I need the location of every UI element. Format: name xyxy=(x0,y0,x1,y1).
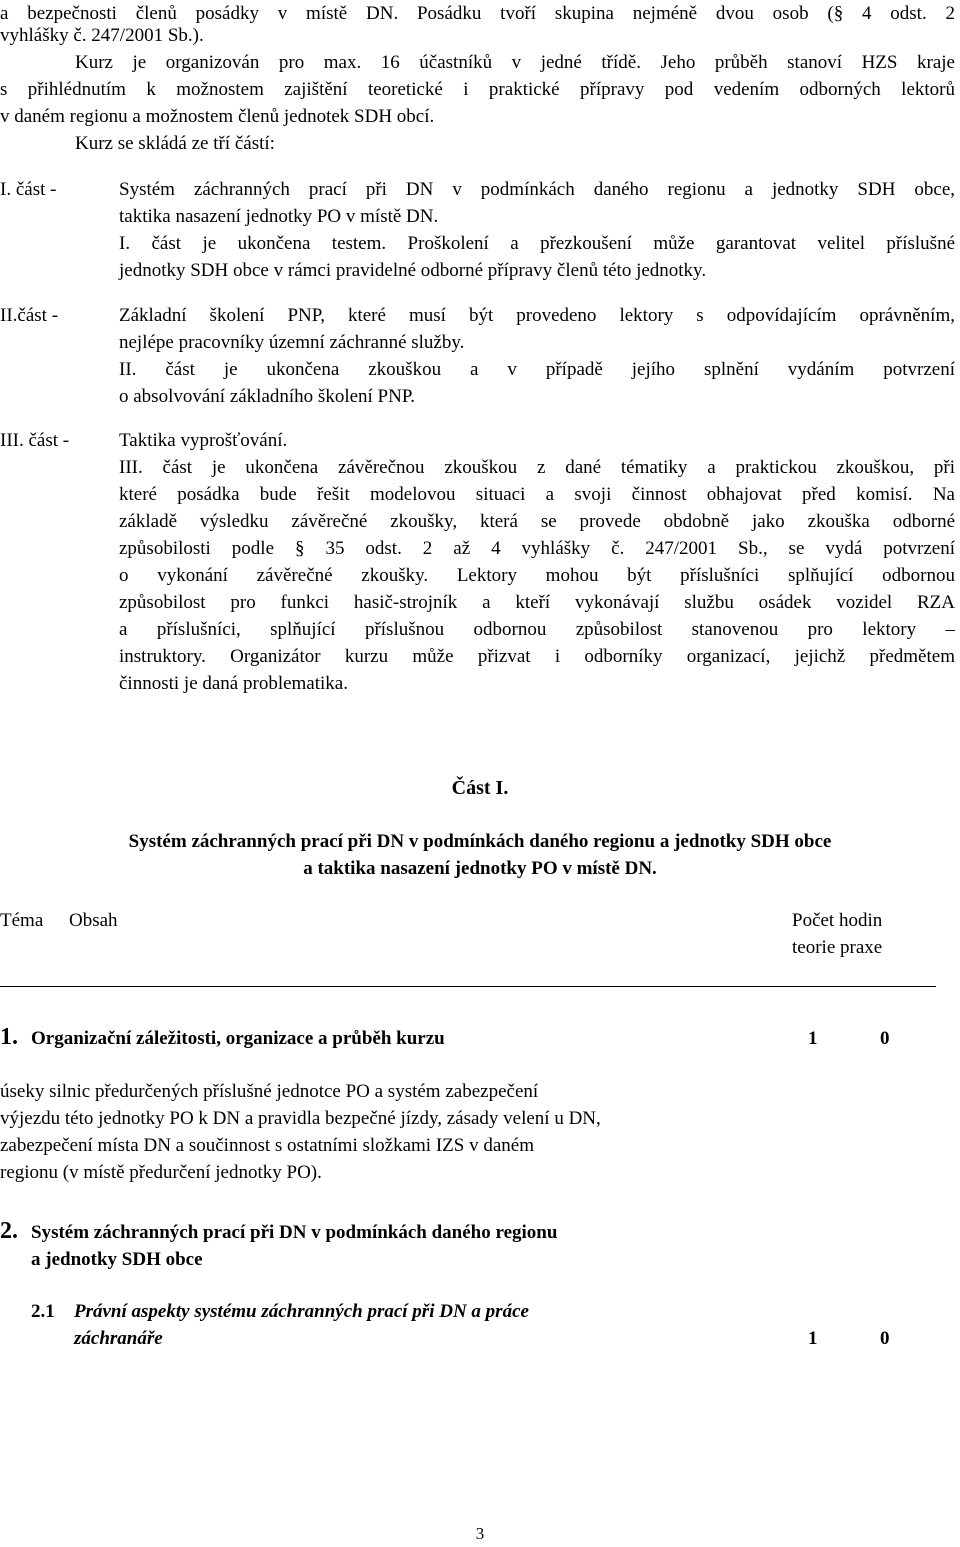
part-2-body xyxy=(119,302,955,410)
topic-1-desc-4: regionu (v místě předurčení jednotky PO). xyxy=(0,1162,322,1183)
part-3-line: způsobilost pro funkci hasič-strojník a kteří vykonávají službu osádek vozidel RZA xyxy=(119,592,955,613)
topic-2-1-number: 2.1 xyxy=(31,1301,55,1322)
part-2-line: Základní školení PNP, které musí být provedeno lektory s odpovídajícím oprávněním, xyxy=(119,305,955,326)
topic-1-desc-3: zabezpečení místa DN a součinnost s ostatními složkami IZS v daném xyxy=(0,1135,534,1156)
part-3-body xyxy=(119,427,955,697)
header-teorie-praxe: teorie praxe xyxy=(792,937,883,958)
intro-line-2: vyhlášky č. 247/2001 Sb.). xyxy=(0,25,204,46)
part-3-line: III. část je ukončena závěrečnou zkouškou z dané tématiky a praktickou zkouškou, při xyxy=(119,457,955,478)
section-heading: Část I. xyxy=(451,777,509,799)
part-1-line: jednotky SDH obce v rámci pravidelné odborné přípravy členů této jednotky. xyxy=(119,260,707,281)
topic-1-desc-1: úseky silnic předurčených příslušné jednotce PO a systém zabezpečení xyxy=(0,1081,539,1102)
topic-1-praxe: 0 xyxy=(880,1028,890,1049)
part-3-line: které posádka bude řešit modelovou situaci a svoji činnost obhajovat před komisí. Na xyxy=(119,484,955,505)
topic-2-1-praxe: 0 xyxy=(880,1328,890,1349)
part-3-line: instruktory. Organizátor kurzu může přizvat i odborníky organizací, jejichž předmětem xyxy=(119,646,955,667)
part-1-body xyxy=(119,176,955,284)
intro-line-1: a bezpečnosti členů posádky v místě DN. Posádku tvoří skupina nejméně dvou osob (§ 4 odst. 2 xyxy=(0,3,955,24)
part-3-line: o vykonání závěrečné zkoušky. Lektory mohou být příslušníci splňující odbornou xyxy=(119,565,955,586)
header-pocet-hodin: Počet hodin xyxy=(792,910,883,931)
topic-1-number: 1. xyxy=(0,1024,18,1050)
topic-2-1-title-1: Právní aspekty systému záchranných prací při DN a práce xyxy=(74,1301,529,1322)
part-3-line: a příslušníci, splňující příslušnou odbornou způsobilost stanovenou pro lektory – xyxy=(119,619,955,640)
topic-2-title-2: a jednotky SDH obce xyxy=(31,1249,203,1270)
part-2-label: II.část - xyxy=(0,305,59,326)
intro-line-4: s přihlédnutím k možnostem zajištění teoretické i praktické přípravy pod vedením odborných lektorů xyxy=(0,79,955,100)
part-3-line: Taktika vyprošťování. xyxy=(119,430,288,451)
part-3-label: III. část - xyxy=(0,430,70,451)
topic-1-teorie: 1 xyxy=(808,1028,818,1049)
header-divider xyxy=(0,986,936,987)
topic-1-desc-2: výjezdu této jednotky PO k DN a pravidla bezpečné jízdy, zásady velení u DN, xyxy=(0,1108,601,1129)
header-obsah: Obsah xyxy=(69,910,118,931)
part-3-line: činnosti je daná problematika. xyxy=(119,673,348,694)
header-tema: Téma xyxy=(0,910,44,931)
topic-2-1-teorie: 1 xyxy=(808,1328,818,1349)
section-title-line-1: Systém záchranných prací při DN v podmínkách daného regionu a jednotky SDH obce xyxy=(128,831,832,852)
part-1-line: Systém záchranných prací při DN v podmínkách daného regionu a jednotky SDH obce, xyxy=(119,179,955,200)
topic-1-title: Organizační záležitosti, organizace a průběh kurzu xyxy=(31,1028,445,1049)
part-1-label: I. část - xyxy=(0,179,57,200)
section-title-line-2: a taktika nasazení jednotky PO v místě DN. xyxy=(303,858,657,879)
part-2-line: o absolvování základního školení PNP. xyxy=(119,386,416,407)
part-2-line: II. část je ukončena zkouškou a v případě jejího splnění vydáním potvrzení xyxy=(119,359,955,380)
part-2-line: nejlépe pracovníky územní záchranné služby. xyxy=(119,332,465,353)
topic-2-1-title-2: záchranáře xyxy=(74,1328,163,1349)
part-3-line: základě výsledku závěrečné zkoušky, která se provede obdobně jako zkouška odborné xyxy=(119,511,955,532)
part-1-line: taktika nasazení jednotky PO v místě DN. xyxy=(119,206,439,227)
part-1-line: I. část je ukončena testem. Proškolení a přezkoušení může garantovat velitel příslušné xyxy=(119,233,955,254)
topic-2-number: 2. xyxy=(0,1218,18,1244)
intro-line-5: v daném regionu a možnostem členů jednotek SDH obcí. xyxy=(0,106,435,127)
intro-line-6: Kurz se skládá ze tří částí: xyxy=(75,133,275,154)
page-number: 3 xyxy=(475,1524,485,1543)
part-3-line: způsobilosti podle § 35 odst. 2 až 4 vyhlášky č. 247/2001 Sb., se vydá potvrzení xyxy=(119,538,955,559)
intro-line-3: Kurz je organizován pro max. 16 účastníků v jedné třídě. Jeho průběh stanoví HZS kraje xyxy=(75,52,955,73)
topic-2-title-1: Systém záchranných prací při DN v podmínkách daného regionu xyxy=(31,1222,558,1243)
